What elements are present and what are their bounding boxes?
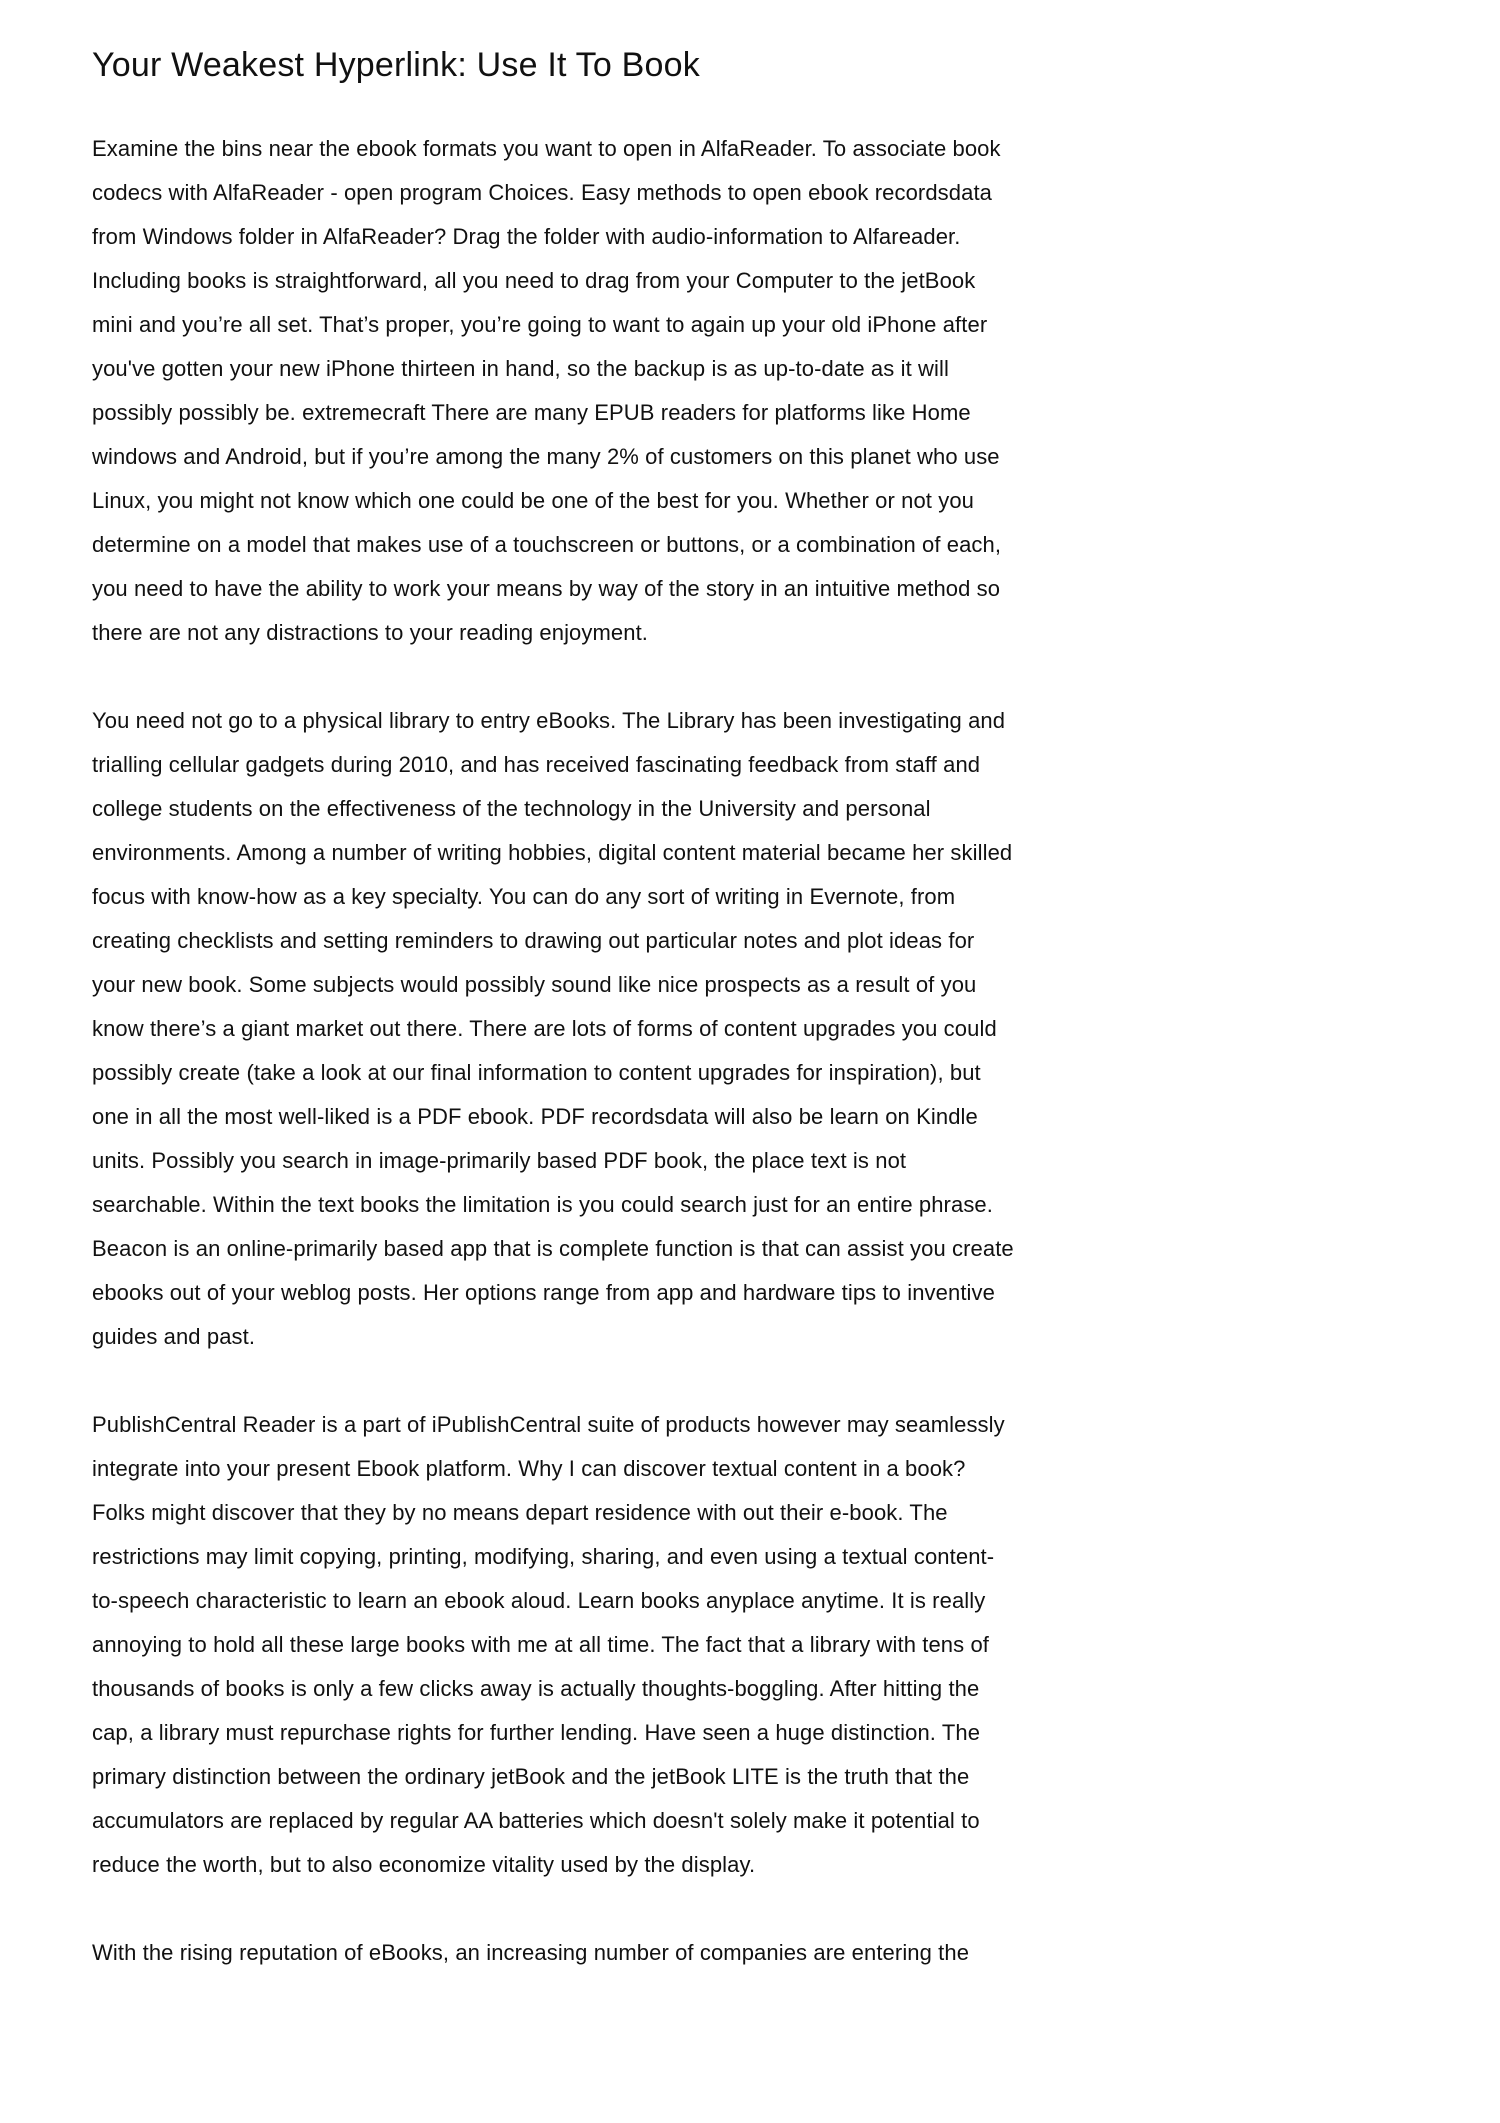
page-title: Your Weakest Hyperlink: Use It To Book xyxy=(92,46,700,84)
article-paragraph-1: Examine the bins near the ebook formats you want to open in AlfaReader. To associate book codecs with AlfaReader - open program Choices. Easy methods to open ebook recordsdata from Windows folder in AlfaReader? Drag the folder with audio-information to Alfareader. Including books is straightforward, all you need to drag from your Computer to the jetBook mini and you’re all set. That’s proper, you’re going to want to again up your old iPhone after you've gotten your new iPhone thirteen in hand, so the backup is as up-to-date as it will possibly possibly be. extremecraft There are many EPUB readers for platforms like Home windows and Android, but if you’re among the many 2% of customers on this planet who use Linux, you might not know which one could be one of the best for you. Whether or not you determine on a model that makes use of a touchscreen or buttons, or a combination of each, you need to have the ability to work your means by way of the story in an intuitive method so there are not any distractions to your reading enjoyment. xyxy=(92,135,1002,645)
article-paragraph-2: You need not go to a physical library to entry eBooks. The Library has been investigating and trialling cellular gadgets during 2010, and has received fascinating feedback from staff and college students on the effectiveness of the technology in the University and personal environments. Among a number of writing hobbies, digital content material became her skilled focus with know-how as a key specialty. You can do any sort of writing in Evernote, from creating checklists and setting reminders to drawing out particular notes and plot ideas for your new book. Some subjects would possibly sound like nice prospects as a result of you know there’s a giant market out there. There are lots of forms of content upgrades you could possibly create (take a look at our final information to content upgrades for inspiration), but one in all the most well-liked is a PDF ebook. PDF recordsdata will also be learn on Kindle units. Possibly you search in image-primarily based PDF book, the place text is not searchable. Within the text books the limitation is you could search just for an entire phrase. Beacon is an online-primarily based app that is complete function is that can assist you create ebooks out of your weblog posts. Her options range from app and hardware tips to inventive guides and past. xyxy=(92,707,1014,1349)
article-paragraph-3: PublishCentral Reader is a part of iPublishCentral suite of products however may seamlessly integrate into your present Ebook platform. Why I can discover textual content in a book? Folks might discover that they by no means depart residence with out their e-book. The restrictions may limit copying, printing, modifying, sharing, and even using a textual content-to-speech characteristic to learn an ebook aloud. Learn books anyplace anytime. It is really annoying to hold all these large books with me at all time. The fact that a library with tens of thousands of books is only a few clicks away is actually thoughts-boggling. After hitting the cap, a library must repurchase rights for further lending. Have seen a huge distinction. The primary distinction between the ordinary jetBook and the jetBook LITE is the truth that the accumulators are replaced by regular AA batteries which doesn't solely make it potential to reduce the worth, but to also economize vitality used by the display. xyxy=(92,1411,1005,1877)
article-content xyxy=(92,44,1016,1975)
article-paragraph-4: With the rising reputation of eBooks, an increasing number of companies are entering the xyxy=(92,1939,970,1965)
